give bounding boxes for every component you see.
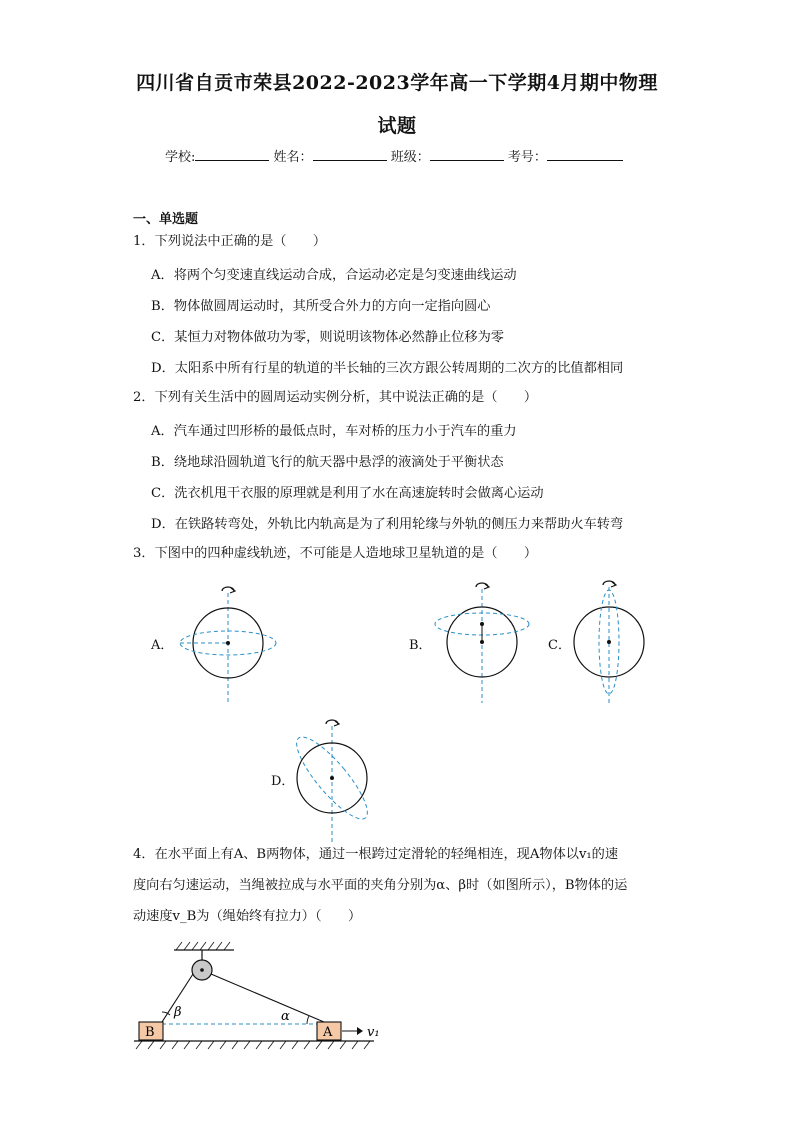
question-3-option-b-label[interactable]: B． xyxy=(409,638,432,653)
question-1-stem: 1．下列说法中正确的是（ ） xyxy=(133,234,327,249)
velocity-arrow-head xyxy=(357,1027,363,1035)
rotation-arrow-icon xyxy=(326,720,339,726)
velocity-label: v₁ xyxy=(367,1025,380,1040)
question-4-stem-line1: 4．在水平面上有A、B两物体，通过一根跨过定滑轮的轻绳相连，现A物体以v₁的速 xyxy=(133,847,619,862)
student-info-row xyxy=(165,146,623,165)
orbit-center xyxy=(480,622,484,626)
earth-center xyxy=(607,640,611,644)
question-1-option-d[interactable]: D．太阳系中所有行星的轨道的半长轴的三次方跟公转周期的二次方的比值都相同 xyxy=(151,361,624,376)
question-3-option-d-label[interactable]: D． xyxy=(271,774,295,789)
pulley-diagram xyxy=(134,938,384,1054)
ceiling-hatch xyxy=(176,942,230,950)
question-1-option-c[interactable]: C．某恒力对物体做功为零，则说明该物体必然静止位移为零 xyxy=(151,330,504,345)
class-field[interactable] xyxy=(430,148,504,161)
question-2-stem: 2．下列有关生活中的圆周运动实例分析，其中说法正确的是（ ） xyxy=(133,390,538,405)
section-heading: 一、单选题 xyxy=(133,212,199,227)
question-4-stem-line3: 动速度v_B为（绳始终有拉力）（ ） xyxy=(133,909,362,924)
question-2-option-c[interactable]: C．洗衣机甩干衣服的原理就是利用了水在高速旋转时会做离心运动 xyxy=(151,486,544,501)
rotation-arrow-icon xyxy=(222,587,235,593)
question-2-option-b[interactable]: B．绕地球沿圆轨道飞行的航天器中悬浮的液滴处于平衡状态 xyxy=(151,455,504,470)
orbit-diagram-c xyxy=(565,575,665,705)
question-4-stem-line2: 度向右匀速运动，当绳被拉成与水平面的夹角分别为α、β时（如图所示），B物体的运 xyxy=(133,878,628,893)
exam-title-line1: 四川省自贡市荣县2022-2023学年高一下学期4月期中物理 xyxy=(136,72,658,94)
exam-number-field[interactable] xyxy=(547,148,623,161)
block-a-label: A xyxy=(323,1025,333,1040)
orbit-diagram-d xyxy=(290,712,390,847)
angle-alpha-label: α xyxy=(281,1009,290,1024)
question-2-option-a[interactable]: A．汽车通过凹形桥的最低点时，车对桥的压力小于汽车的重力 xyxy=(151,424,517,439)
question-2-option-d[interactable]: D．在铁路转弯处，外轨比内轨高是为了利用轮缘与外轨的侧压力来帮助火车转弯 xyxy=(151,517,624,532)
question-3-option-a-label[interactable]: A． xyxy=(151,638,174,653)
class-label: 班级： xyxy=(390,150,430,165)
orbit-diagram-b xyxy=(428,575,543,705)
question-1-option-b[interactable]: B．物体做圆周运动时，其所受合外力的方向一定指向圆心 xyxy=(151,299,491,314)
earth-center xyxy=(226,641,230,645)
rotation-arrow-icon xyxy=(476,583,489,589)
name-label: 姓名： xyxy=(273,150,313,165)
pulley-axle xyxy=(200,968,204,972)
block-b-label: B xyxy=(145,1025,155,1040)
question-4-stem xyxy=(133,839,663,932)
earth-center xyxy=(480,640,484,644)
school-label: 学校: xyxy=(165,150,196,165)
ground-hatch xyxy=(136,1041,370,1049)
earth-center xyxy=(330,776,334,780)
rotation-arrow-icon xyxy=(603,581,616,587)
question-3-option-c-label[interactable]: C． xyxy=(548,638,571,653)
orbit-diagram-a xyxy=(170,575,285,705)
question-1-option-a[interactable]: A．将两个匀变速直线运动合成，合运动必定是匀变速曲线运动 xyxy=(151,268,517,283)
school-field[interactable] xyxy=(195,148,269,161)
angle-alpha-arc xyxy=(307,1016,309,1024)
question-3-stem: 3．下图中的四种虚线轨迹，不可能是人造地球卫星轨道的是（ ） xyxy=(133,546,538,561)
exam-title-line2: 试题 xyxy=(377,115,417,137)
exam-number-label: 考号： xyxy=(507,150,547,165)
angle-beta-label: β xyxy=(174,1005,182,1020)
name-field[interactable] xyxy=(313,148,387,161)
rope-to-a xyxy=(211,974,324,1022)
